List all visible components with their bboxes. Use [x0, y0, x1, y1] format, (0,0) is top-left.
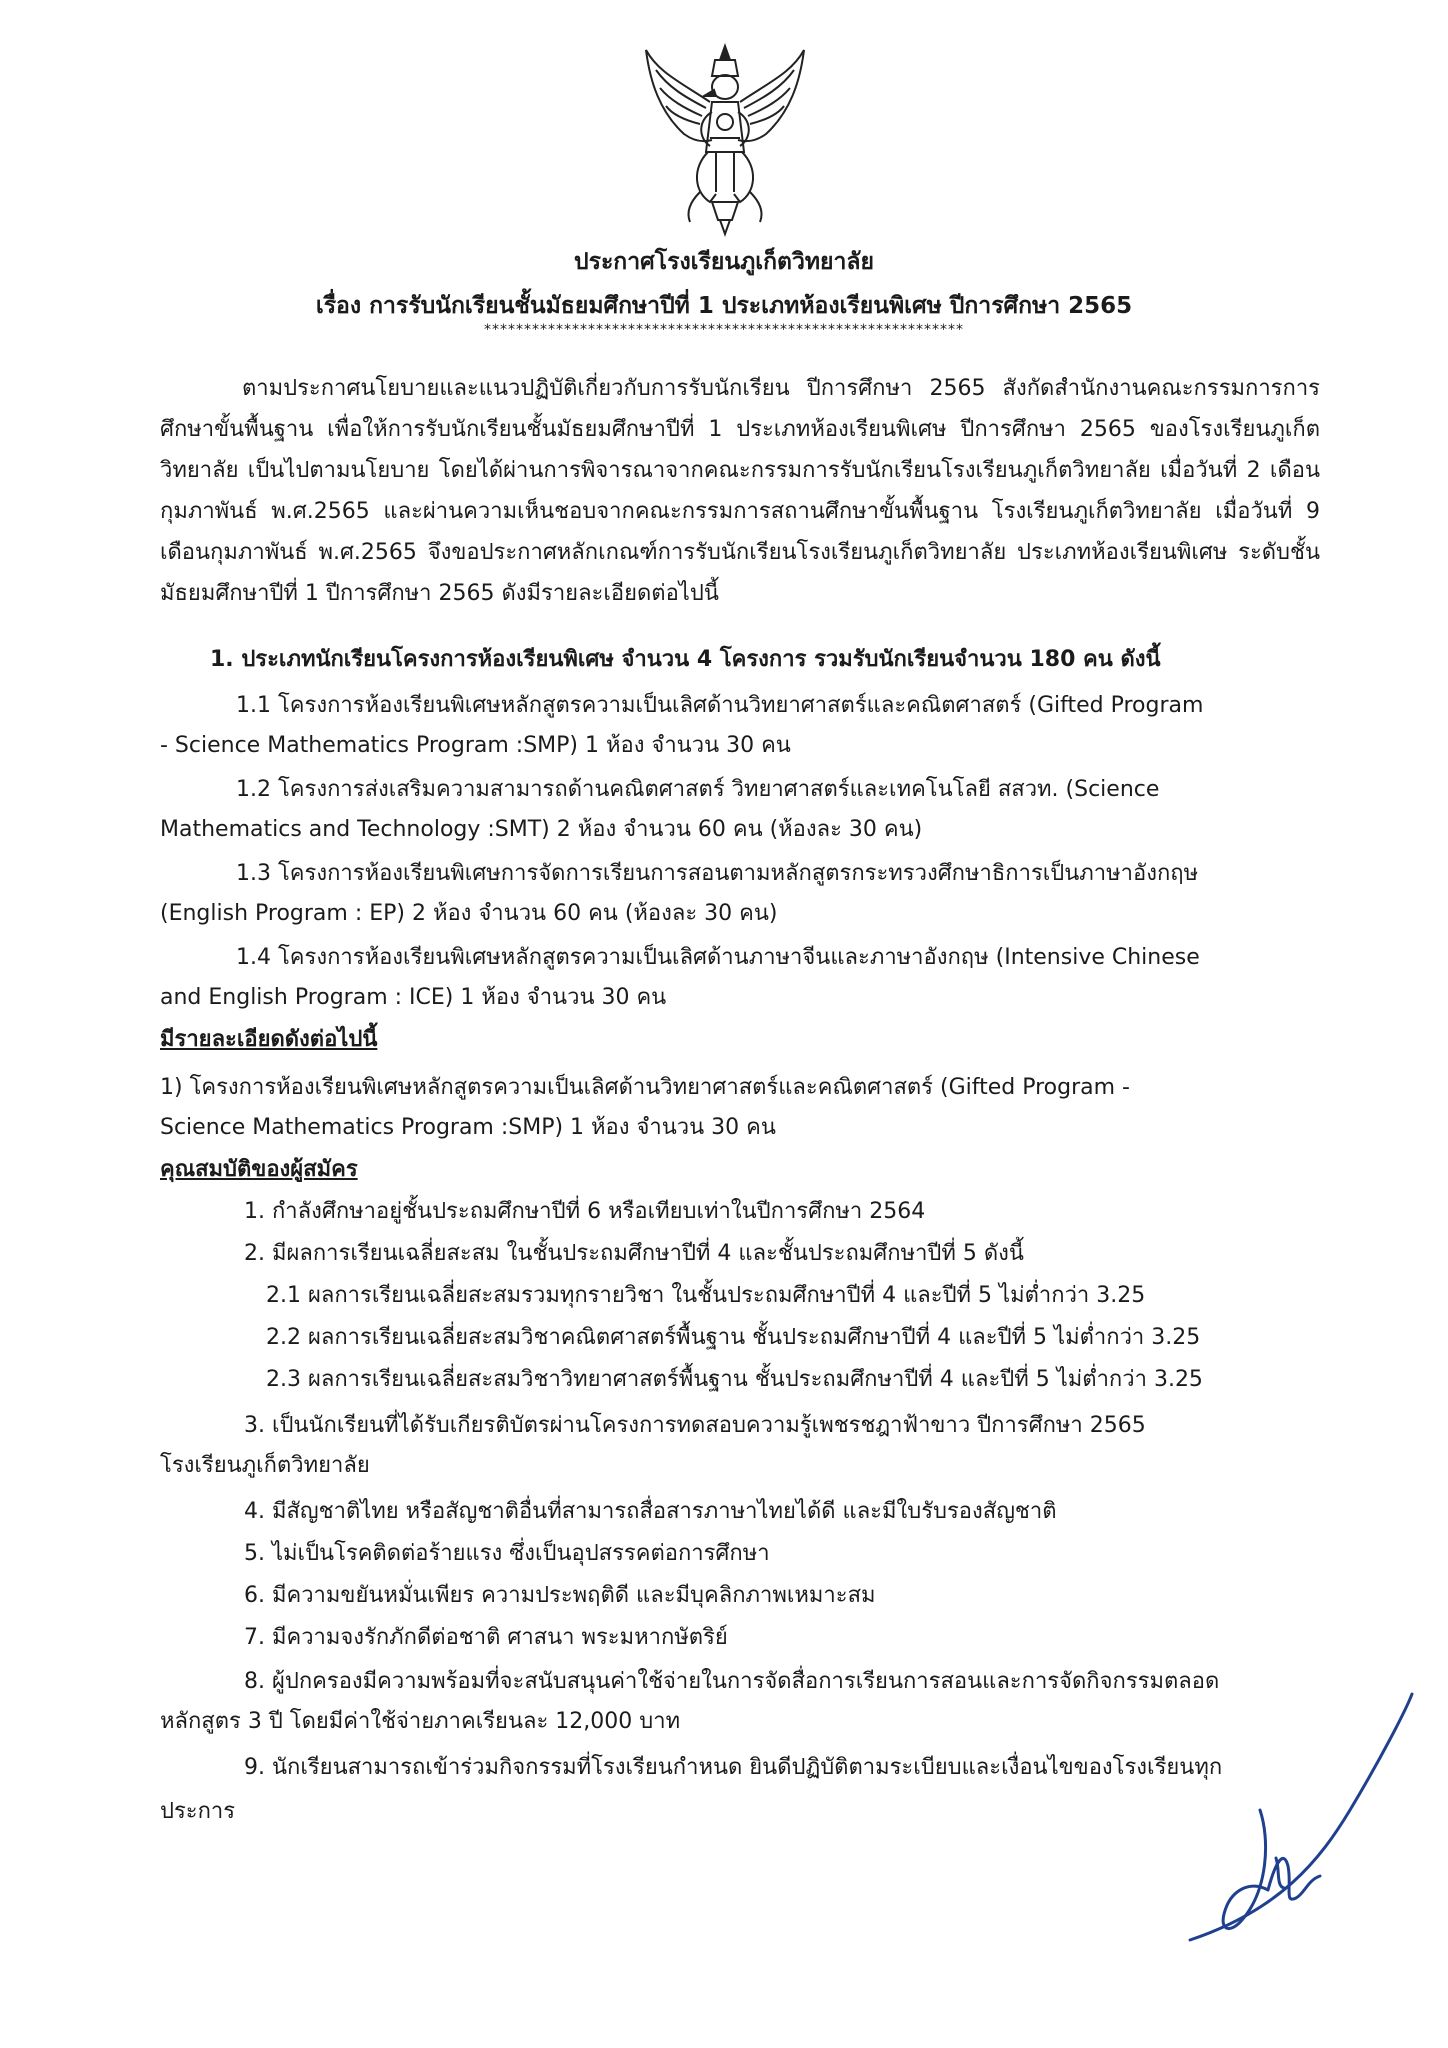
item-1-4-line-2: and English Program : ICE) 1 ห้อง จำนวน 30 คน — [160, 985, 667, 1010]
qualification-4: 4. มีสัญชาติไทย หรือสัญชาติอื่นที่สามารถสื่อสารภาษาไทยได้ดี และมีใบรับรองสัญชาติ — [244, 1499, 1057, 1524]
announcement-title: ประกาศโรงเรียนภูเก็ตวิทยาลัย — [573, 249, 875, 275]
program-1-line-2: Science Mathematics Program :SMP) 1 ห้อง จำนวน 30 คน — [160, 1115, 776, 1140]
qualification-8-line-2: หลักสูตร 3 ปี โดยมีค่าใช้จ่ายภาคเรียนละ 12,000 บาท — [160, 1709, 681, 1734]
qualifications-heading: คุณสมบัติของผู้สมัคร — [160, 1157, 358, 1182]
qualification-2: 2. มีผลการเรียนเฉลี่ยสะสม ในชั้นประถมศึกษาปีที่ 4 และชั้นประถมศึกษาปีที่ 5 ดังนี้ — [244, 1241, 1024, 1266]
qualification-7: 7. มีความจงรักภักดีต่อชาติ ศาสนา พระมหากษัตริย์ — [244, 1625, 728, 1650]
signature-icon — [1180, 1690, 1420, 1950]
qualification-1: 1. กำลังศึกษาอยู่ชั้นประถมศึกษาปีที่ 6 หรือเทียบเท่าในปีการศึกษา 2564 — [244, 1199, 926, 1224]
separator-line: ************************************************************ — [484, 322, 964, 338]
details-heading: มีรายละเอียดดังต่อไปนี้ — [160, 1027, 378, 1052]
qualification-8-line-1: 8. ผู้ปกครองมีความพร้อมที่จะสนับสนุนค่าใช้จ่ายในการจัดสื่อการเรียนการสอนและการจัดกิจกรรมตลอด — [244, 1669, 1220, 1694]
garuda-emblem-icon — [640, 42, 810, 237]
qualification-2-1: 2.1 ผลการเรียนเฉลี่ยสะสมรวมทุกรายวิชา ในชั้นประถมศึกษาปีที่ 4 และปีที่ 5 ไม่ต่ำกว่า 3.25 — [266, 1283, 1146, 1308]
item-1-4-line-1: 1.4 โครงการห้องเรียนพิเศษหลักสูตรความเป็นเลิศด้านภาษาจีนและภาษาอังกฤษ (Intensive Chinese — [236, 945, 1200, 970]
announcement-subject: เรื่อง การรับนักเรียนชั้นมัธยมศึกษาปีที่ 1 ประเภทห้องเรียนพิเศษ ปีการศึกษา 2565 — [315, 293, 1133, 319]
qualification-6: 6. มีความขยันหมั่นเพียร ความประพฤติดี และมีบุคลิกภาพเหมาะสม — [244, 1583, 876, 1608]
item-1-2-line-2: Mathematics and Technology :SMT) 2 ห้อง จำนวน 60 คน (ห้องละ 30 คน) — [160, 817, 923, 842]
section-1-heading: 1. ประเภทนักเรียนโครงการห้องเรียนพิเศษ จำนวน 4 โครงการ รวมรับนักเรียนจำนวน 180 คน ดังนี้ — [210, 647, 1161, 672]
program-1-line-1: 1) โครงการห้องเรียนพิเศษหลักสูตรความเป็นเลิศด้านวิทยาศาสตร์และคณิตศาสตร์ (Gifted Program - — [160, 1075, 1130, 1100]
item-1-2-line-1: 1.2 โครงการส่งเสริมความสามารถด้านคณิตศาสตร์ วิทยาศาสตร์และเทคโนโลยี สสวท. (Science — [236, 777, 1160, 802]
qualification-3-line-1: 3. เป็นนักเรียนที่ได้รับเกียรติบัตรผ่านโครงการทดสอบความรู้เพชรชฎาฟ้าขาว ปีการศึกษา 2565 — [244, 1413, 1146, 1438]
qualification-2-2: 2.2 ผลการเรียนเฉลี่ยสะสมวิชาคณิตศาสตร์พื้นฐาน ชั้นประถมศึกษาปีที่ 4 และปีที่ 5 ไม่ต่ำกว่า 3.25 — [266, 1325, 1201, 1350]
item-1-3-line-1: 1.3 โครงการห้องเรียนพิเศษการจัดการเรียนการสอนตามหลักสูตรกระทรวงศึกษาธิการเป็นภาษาอังกฤษ — [236, 861, 1199, 886]
qualification-5: 5. ไม่เป็นโรคติดต่อร้ายแรง ซึ่งเป็นอุปสรรคต่อการศึกษา — [244, 1541, 770, 1566]
qualification-9-line-2: ประการ — [160, 1799, 236, 1824]
item-1-1-line-2: - Science Mathematics Program :SMP) 1 ห้อง จำนวน 30 คน — [160, 733, 791, 758]
intro-paragraph: ตามประกาศนโยบายและแนวปฏิบัติเกี่ยวกับการรับนักเรียน ปีการศึกษา 2565 สังกัดสำนักงานคณะกรรมการการศึกษาขั้นพื้นฐาน เพื่อให้การรับนักเรียนชั้นมัธยมศึกษาปีที่ 1 ประเภทห้องเรียนพิเศษ ปีการศึกษา 2565 ของโรงเรียนภูเก็ตวิทยาลัย เป็นไปตามนโยบาย โดยได้ผ่านการพิจารณาจากคณะกรรมการรับนักเรียนโรงเรียนภูเก็ตวิทยาลัย เมื่อวันที่ 2 เดือนกุมภาพันธ์ พ.ศ.2565 และผ่านความเห็นชอบจากคณะกรรมการสถานศึกษาขั้นพื้นฐาน โรงเรียนภูเก็ตวิทยาลัย เมื่อวันที่ 9 เดือนกุมภาพันธ์ พ.ศ.2565 จึงขอประกาศหลักเกณฑ์การรับนักเรียนโรงเรียนภูเก็ตวิทยาลัย ประเภทห้องเรียนพิเศษ ระดับชั้นมัธยมศึกษาปีที่ 1 ปีการศึกษา 2565 ดังมีรายละเอียดต่อไปนี้ — [160, 376, 1320, 606]
qualification-9-line-1: 9. นักเรียนสามารถเข้าร่วมกิจกรรมที่โรงเรียนกำหนด ยินดีปฏิบัติตามระเบียบและเงื่อนไขของโรงเรียนทุก — [244, 1755, 1223, 1780]
item-1-3-line-2: (English Program : EP) 2 ห้อง จำนวน 60 คน (ห้องละ 30 คน) — [160, 901, 778, 926]
qualification-2-3: 2.3 ผลการเรียนเฉลี่ยสะสมวิชาวิทยาศาสตร์พื้นฐาน ชั้นประถมศึกษาปีที่ 4 และปีที่ 5 ไม่ต่ำกว่า 3.25 — [266, 1367, 1203, 1392]
item-1-1-line-1: 1.1 โครงการห้องเรียนพิเศษหลักสูตรความเป็นเลิศด้านวิทยาศาสตร์และคณิตศาสตร์ (Gifted Program — [236, 693, 1204, 718]
qualification-3-line-2: โรงเรียนภูเก็ตวิทยาลัย — [160, 1453, 370, 1478]
